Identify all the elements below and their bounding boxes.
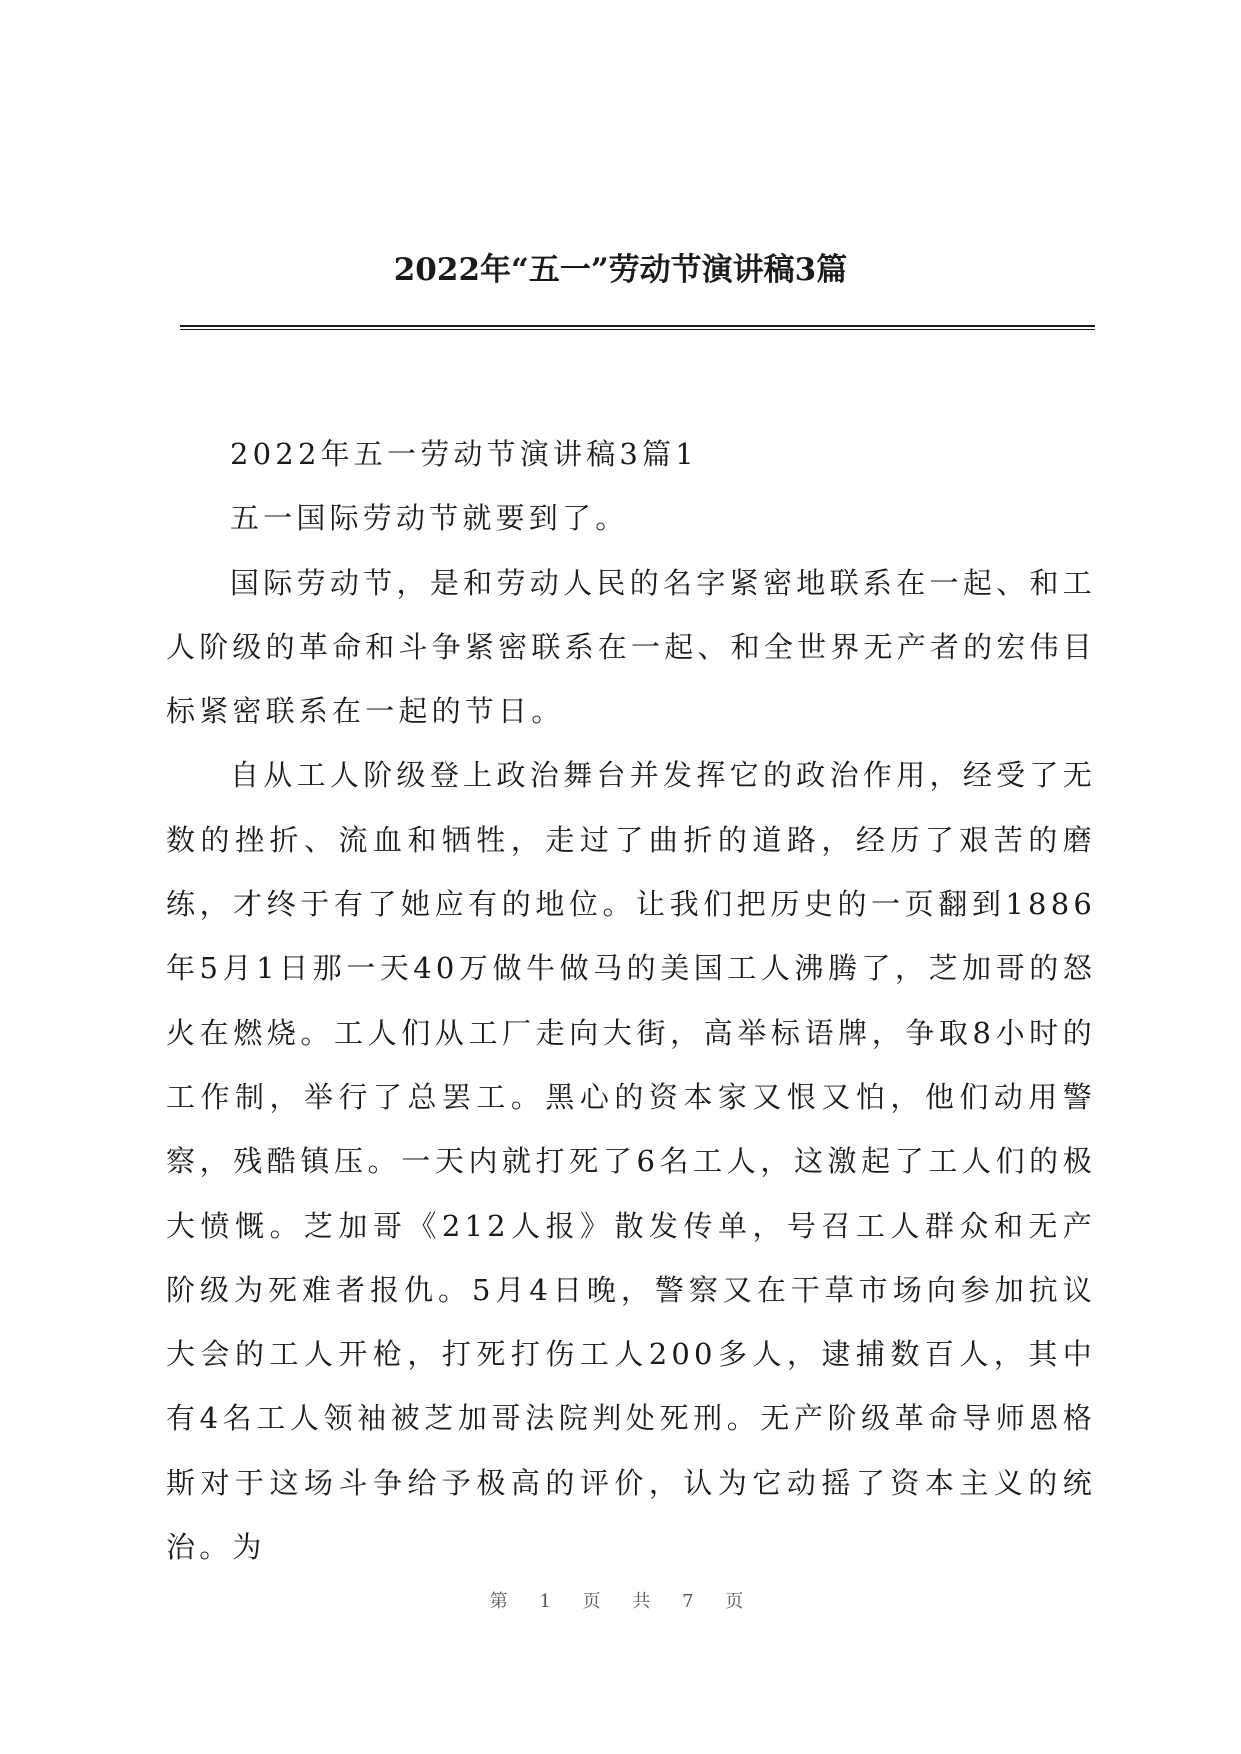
- document-body: [166, 422, 1096, 1579]
- title-divider: [180, 325, 1095, 330]
- body-paragraph: 五一国际劳动节就要到了。: [230, 501, 629, 536]
- section-heading: 2022年五一劳动节演讲稿3篇1: [230, 437, 698, 471]
- body-paragraph: 国际劳动节，是和劳动人民的名字紧密地联系在一起、和工人阶级的革命和斗争紧密联系在一起、和全世界无产者的宏伟目标紧密联系在一起的节日。: [166, 565, 1096, 729]
- document-title: 2022年“五一”劳动节演讲稿3篇: [393, 252, 848, 288]
- body-paragraph: 自从工人阶级登上政治舞台并发挥它的政治作用，经受了无数的挫折、流血和牺牲，走过了曲折的道路，经历了艰苦的磨练，才终于有了她应有的地位。让我们把历史的一页翻到1886年5月1日那一天40万做牛做马的美国工人沸腾了，芝加哥的怒火在燃烧。工人们从工厂走向大街，高举标语牌，争取8小时的工作制，举行了总罢工。黑心的资本家又恨又怕，他们动用警察，残酷镇压。一天内就打死了6名工人，这激起了工人们的极大愤慨。芝加哥《212人报》散发传单，号召工人群众和无产阶级为死难者报仇。5月4日晚，警察又在干草市场向参加抗议大会的工人开枪，打死打伤工人200多人，逮捕数百人，其中有4名工人领袖被芝加哥法院判处死刑。无产阶级革命导师恩格斯对于这场斗争给予极高的评价，认为它动摇了资本主义的统治。为: [166, 758, 1096, 1565]
- page-number: 第 1 页 共 7 页: [489, 1591, 752, 1612]
